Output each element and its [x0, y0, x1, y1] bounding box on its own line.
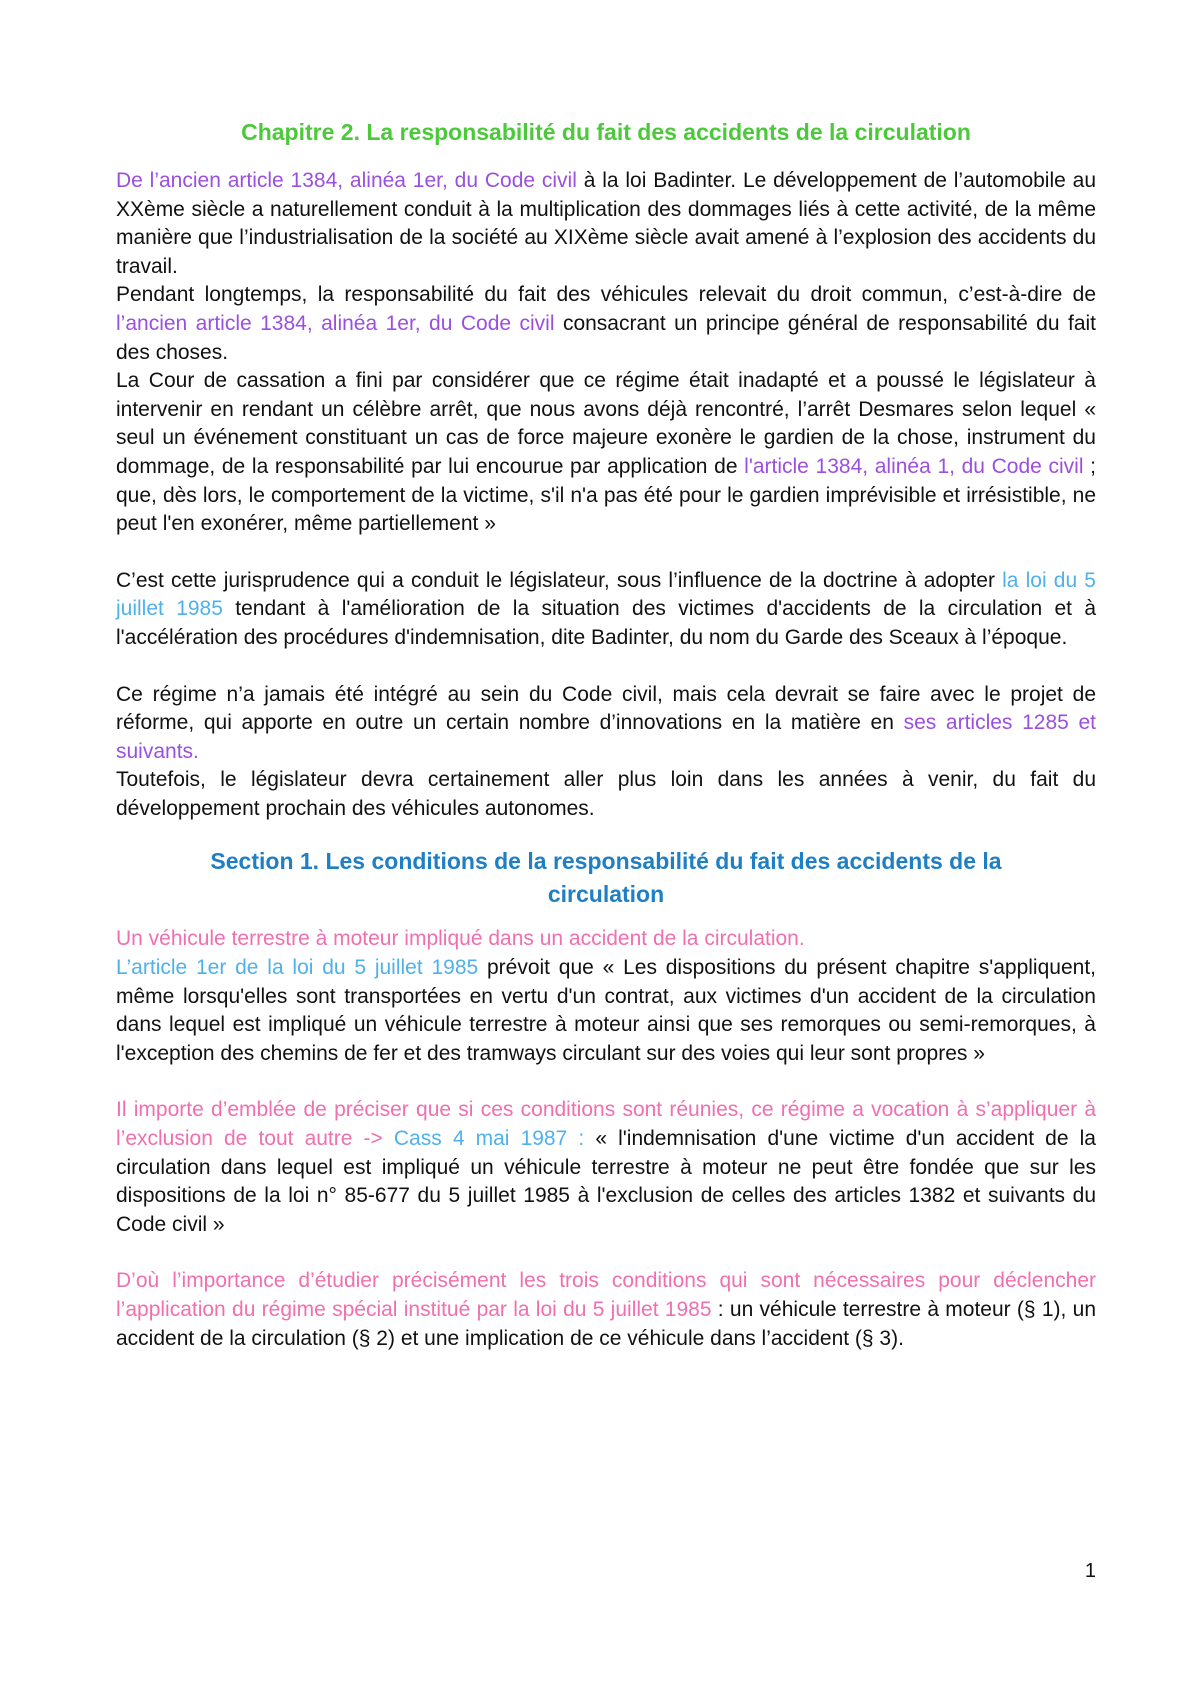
paragraph-text: La Cour de cassation a fini par considérer que ce régime était inadapté et a poussé le législateur à intervenir en rendant un célèbre arrêt, que nous avons déjà rencontré, l’arrêt Desmares selon lequel « seul un événement constituant un cas de force majeure exonère le gardien de la chose, instrument du dommage, de la responsabilité par lui encourue par application de: [116, 369, 1096, 478]
link-ancien-article-1384[interactable]: De l’ancien article 1384, alinéa 1er, du Code civil: [116, 169, 577, 192]
paragraph-text: consacrant un principe général de responsabilité du fait des choses.: [116, 311, 1096, 364]
paragraph-text: « l'indemnisation d'une victime d'un accident de la circulation dans lequel est impliqué un véhicule terrestre à moteur ne peut être fondée que sur les dispositions de la loi n° 85-677 du 5 juillet 1985 à l'exclusion de celles des articles 1382 et suivants du Code civil »: [116, 1127, 1096, 1236]
chapter-title: Chapitre 2. La responsabilité du fait des accidents de la circulation: [241, 119, 971, 145]
spacer: [116, 1239, 1096, 1267]
paragraph-text: ; que, dès lors, le comportement de la victime, s'il n'a pas été pour le gardien imprévisible et irrésistible, ne peut l'en exonérer, même partiellement »: [116, 454, 1097, 536]
paragraph-intro: [116, 167, 1096, 281]
spacer: [116, 1068, 1096, 1096]
paragraph-text: Pendant longtemps, la responsabilité du fait des véhicules relevait du droit commun, c’est-à-dire de: [116, 283, 1096, 307]
paragraph-exclusion: [116, 1096, 1096, 1239]
paragraph-text: : un véhicule terrestre à moteur (§ 1), un accident de la circulation (§ 2) et une implication de ce véhicule dans l’accident (§ 3).: [116, 1298, 1097, 1350]
paragraph-article-1er: [116, 954, 1096, 1068]
page-content: [116, 115, 1096, 1353]
link-ancien-article-1384[interactable]: l’ancien article 1384, alinéa 1er, du Code civil: [116, 311, 555, 335]
highlighted-text: D’où l’importance d’étudier précisément les trois conditions qui sont nécessaires pour déclencher l’application du régime spécial institué par la loi du 5 juillet 1985: [116, 1269, 1096, 1321]
page-number: 1: [1084, 1560, 1096, 1582]
paragraph-text: tendant à l'amélioration de la situation des victimes d'accidents de la circulation et à l'accélération des procédures d'indemnisation, dite Badinter, du nom du Garde des Sceaux à l’époque.: [116, 597, 1097, 649]
paragraph-trois-conditions: [116, 1267, 1096, 1353]
paragraph-droit-commun: [116, 281, 1096, 367]
paragraph-vehicules-autonomes: Toutefois, le législateur devra certainement aller plus loin dans les années à venir, du fait du développement prochain des véhicules autonomes.: [116, 768, 1096, 820]
paragraph-text: prévoit que « Les dispositions du présent chapitre s'appliquent, même lorsqu'elles sont transportées en vertu d'un contrat, aux victimes d'un accident de la circulation dans lequel est impliqué un véhicule terrestre à moteur ainsi que ses remorques ou semi-remorques, à l'exception des chemins de fer et des tramways circulant sur des voies qui leur sont propres »: [116, 956, 1096, 1065]
paragraph-jurisprudence: [116, 567, 1096, 653]
link-article-1384[interactable]: l'article 1384, alinéa 1, du Code civil: [744, 454, 1084, 478]
paragraph-text: à la loi Badinter. Le développement de l’automobile au XXème siècle a naturellement conduit à la multiplication des dommages liés à cette activité, de la même manière que l’industrialisation de la société au XIXème siècle avait amené à l’explosion des accidents du travail.: [116, 169, 1097, 278]
paragraph-text: C’est cette jurisprudence qui a conduit le législateur, sous l’influence de la doctrine à adopter: [116, 568, 1003, 592]
section-title: Section 1. Les conditions de la responsabilité du fait des accidents de la circulation: [210, 848, 1002, 908]
highlighted-text: Il importe d’emblée de préciser que si ces conditions sont réunies, ce régime a vocation à s’appliquer à l’exclusion de tout autre ->: [116, 1098, 1096, 1151]
paragraph-desmares: [116, 367, 1096, 539]
paragraph-text: Ce régime n’a jamais été intégré au sein du Code civil, mais cela devrait se faire avec le projet de réforme, qui apporte en outre un certain nombre d’innovations en la matière en: [116, 682, 1096, 735]
paragraph-vtm-heading: Un véhicule terrestre à moteur impliqué dans un accident de la circulation.: [116, 927, 805, 951]
link-loi-5-juillet-1985[interactable]: la loi du 5 juillet 1985: [116, 568, 1096, 621]
link-article-1er-loi-1985[interactable]: L’article 1er de la loi du 5 juillet 1985: [116, 956, 479, 980]
spacer: [116, 539, 1096, 567]
link-cass-4-mai-1987[interactable]: Cass 4 mai 1987 :: [382, 1127, 585, 1151]
link-articles-1285[interactable]: ses articles 1285 et suivants.: [116, 711, 1096, 763]
spacer: [116, 653, 1096, 681]
paragraph-reforme: [116, 681, 1096, 767]
